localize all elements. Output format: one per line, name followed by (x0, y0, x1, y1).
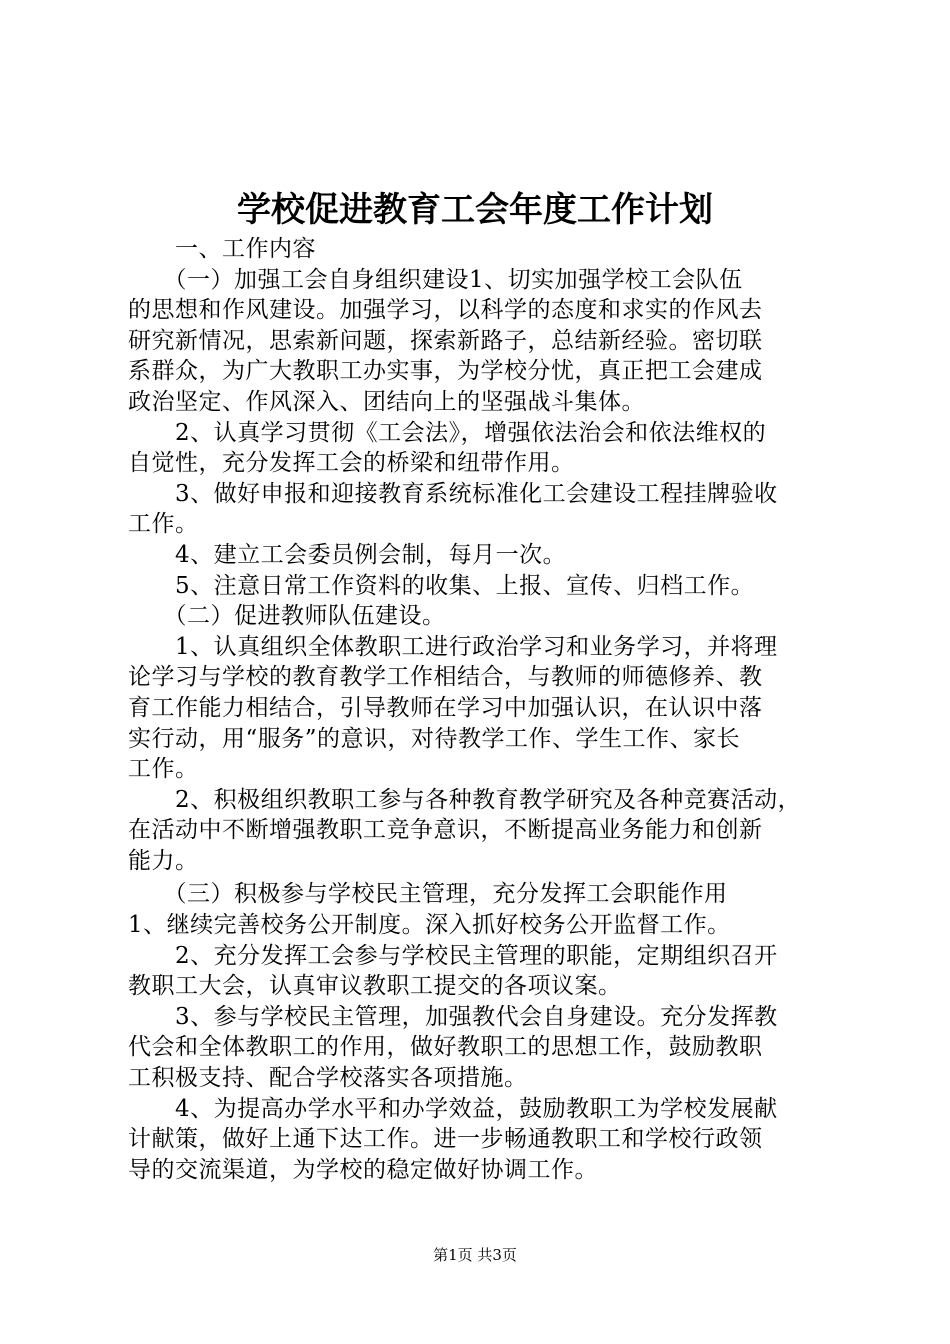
body-line: 1、继续完善校务公开制度。深入抓好校务公开监督工作。 (128, 912, 731, 939)
body-line: 一、工作内容 (128, 236, 316, 262)
body-line: 2、充分发挥工会参与学校民主管理的职能，定期组织召开 (128, 942, 778, 969)
body-line: 系群众，为广大教职工办实事，为学校分忧，真正把工会建成 (128, 358, 763, 385)
body-line: 4、建立工会委员例会制，每月一次。 (128, 541, 567, 568)
body-line: 教职工大会，认真审议教职工提交的各项议案。 (128, 973, 622, 1000)
body-line: 计献策，做好上通下达工作。进一步畅通教职工和学校行政领 (128, 1126, 763, 1153)
body-line: 工作。 (128, 511, 199, 538)
body-line: （一）加强工会自身组织建设1、切实加强学校工会队伍 (128, 266, 743, 293)
body-line: 研究新情况，思索新问题，探索新路子，总结新经验。密切联 (128, 327, 763, 354)
body-line: 工作。 (128, 756, 199, 783)
body-line: 2、积极组织教职工参与各种教育教学研究及各种竞赛活动， (128, 786, 802, 813)
body-line: 自觉性，充分发挥工会的桥梁和纽带作用。 (128, 450, 575, 477)
body-line: 在活动中不断增强教职工竞争意识，不断提高业务能力和创新 (128, 817, 763, 844)
body-line: 育工作能力相结合，引导教师在学习中加强认识，在认识中落 (128, 694, 763, 721)
body-line: 工积极支持、配合学校落实各项措施。 (128, 1065, 528, 1092)
body-line: 导的交流渠道，为学校的稳定做好协调工作。 (128, 1156, 598, 1183)
body-line: 实行动，用“服务”的意识，对待教学工作、学生工作、家长 (128, 725, 741, 752)
body-line: 代会和全体教职工的作用，做好教职工的思想工作，鼓励教职 (128, 1034, 763, 1061)
document-title: 学校促进教育工会年度工作计划 (237, 190, 713, 230)
body-line: （二）促进教师队伍建设。 (128, 603, 446, 630)
body-line: 能力。 (128, 847, 199, 874)
body-line: 2、认真学习贯彻《工会法》，增强依法治会和依法维权的 (128, 419, 767, 446)
body-line: 3、参与学校民主管理，加强教代会自身建设。充分发挥教 (128, 1003, 778, 1030)
body-line: 政治坚定、作风深入、团结向上的坚强战斗集体。 (128, 388, 645, 415)
body-line: 的思想和作风建设。加强学习，以科学的态度和求实的作风去 (128, 297, 763, 324)
body-line: 4、为提高办学水平和办学效益，鼓励教职工为学校发展献 (128, 1095, 778, 1122)
body-line: 1、认真组织全体教职工进行政治学习和业务学习，并将理 (128, 633, 778, 660)
page-footer: 第1页 共3页 (433, 1246, 517, 1264)
document-body (128, 234, 828, 1185)
body-line: 论学习与学校的教育教学工作相结合，与教师的师德修养、教 (128, 664, 763, 691)
body-line: （三）积极参与学校民主管理，充分发挥工会职能作用 (128, 881, 728, 908)
body-line: 5、注意日常工作资料的收集、上报、宣传、归档工作。 (128, 572, 755, 599)
body-line: 3、做好申报和迎接教育系统标准化工会建设工程挂牌验收 (128, 480, 778, 507)
